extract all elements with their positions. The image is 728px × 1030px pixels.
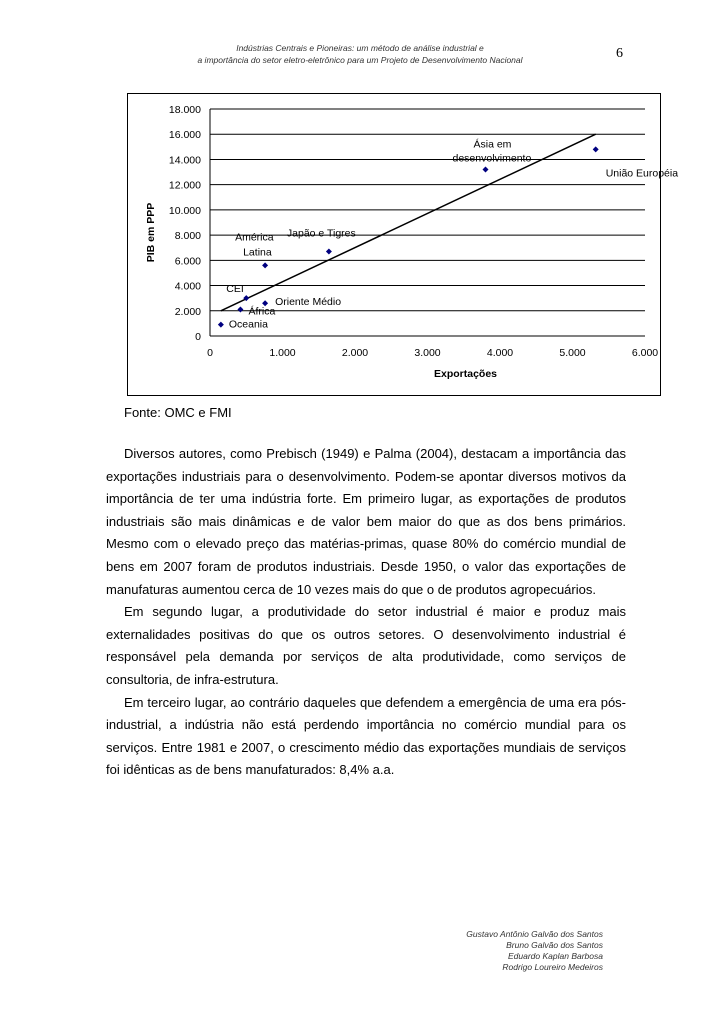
data-point bbox=[237, 307, 243, 313]
x-tick-label: 6.000 bbox=[631, 347, 659, 359]
page-number: 6 bbox=[616, 46, 623, 61]
y-tick-label: 10.000 bbox=[168, 204, 201, 217]
figure-source: Fonte: OMC e FMI bbox=[124, 405, 232, 420]
x-tick-label: 5.000 bbox=[559, 347, 586, 359]
data-label: Oceania bbox=[228, 318, 268, 331]
data-label: União Européia bbox=[605, 167, 679, 180]
paragraph-1: Diversos autores, como Prebisch (1949) e Palma (2004), destacam a importância das exportações industriais para o desenvolvimento. Podem-se apontar diversos motivos da importância de ter uma indústria forte. Em primeiro lugar, as exportações de produtos industriais são mais dinâmicas e de valor bem maior do que as dos bens primários. Mesmo com o elevado preço das matérias-primas, quase 80% do comércio mundial de bens em 2007 foram de produtos industriais. Desde 1950, o valor das exportações de manufaturas aumentou cerca de 10 vezes mais do que o de produtos agropecuários. bbox=[106, 446, 626, 597]
data-point bbox=[593, 146, 599, 152]
y-axis-title: PIB em PPP bbox=[145, 202, 157, 263]
y-tick-label: 6.000 bbox=[174, 255, 201, 268]
data-label: Oriente Médio bbox=[275, 296, 342, 309]
data-point bbox=[218, 322, 224, 328]
x-tick-label: 0 bbox=[207, 347, 213, 359]
author-name: Eduardo Kaplan Barbosa bbox=[508, 951, 603, 961]
x-tick-label: 4.000 bbox=[486, 347, 514, 359]
data-label: Japão e Tigres bbox=[286, 227, 356, 240]
author-name: Bruno Galvão dos Santos bbox=[506, 940, 603, 950]
chart-frame bbox=[127, 93, 679, 396]
y-tick-label: 16.000 bbox=[168, 129, 201, 142]
data-point bbox=[326, 249, 332, 255]
x-tick-label: 1.000 bbox=[269, 347, 296, 359]
data-point bbox=[483, 167, 489, 173]
y-tick-label: 0 bbox=[195, 331, 201, 343]
paragraph-3: Em terceiro lugar, ao contrário daqueles que defendem a emergência de uma era pós-industrial, a indústria não está perdendo importância no comércio mundial para os serviços. Entre 1981 e 2007, o crescimento médio das exportações mundiais de serviços foi idênticas as de bens manufaturados: 8,4% a.a. bbox=[106, 694, 626, 778]
data-label: Latina bbox=[243, 246, 272, 259]
header-line-1: Indústrias Centrais e Pioneiras: um método de análise industrial e bbox=[236, 43, 484, 53]
data-label: desenvolvimento bbox=[452, 152, 532, 165]
data-label: CEI bbox=[226, 283, 244, 296]
x-tick-label: 3.000 bbox=[414, 347, 441, 359]
y-tick-label: 18.000 bbox=[168, 104, 201, 116]
y-tick-label: 8.000 bbox=[174, 230, 201, 243]
body-text bbox=[106, 443, 626, 782]
data-point bbox=[262, 262, 268, 268]
running-header bbox=[150, 42, 570, 66]
data-label: Ásia em bbox=[473, 138, 512, 151]
authors-block bbox=[466, 929, 603, 973]
y-tick-label: 4.000 bbox=[174, 280, 201, 293]
x-axis-title: Exportações bbox=[433, 368, 498, 380]
data-label: África bbox=[248, 305, 276, 318]
scatter-chart bbox=[128, 94, 679, 395]
y-tick-label: 14.000 bbox=[168, 154, 201, 167]
y-tick-label: 12.000 bbox=[168, 179, 201, 192]
data-label: América bbox=[235, 231, 274, 244]
author-name: Gustavo Antônio Galvão dos Santos bbox=[466, 929, 603, 939]
y-tick-label: 2.000 bbox=[174, 305, 201, 318]
author-name: Rodrigo Loureiro Medeiros bbox=[502, 962, 603, 972]
header-line-2: a importância do setor eletro-eletrônico para um Projeto de Desenvolvimento Nacional bbox=[197, 55, 523, 65]
trend-line bbox=[221, 134, 596, 311]
x-tick-label: 2.000 bbox=[341, 347, 369, 359]
paragraph-2: Em segundo lugar, a produtividade do setor industrial é maior e produz mais externalidades positivas do que os outros setores. O desenvolvimento industrial é responsável pela demanda por serviços de alta produtividade, como serviços de consultoria, de infra-estrutura. bbox=[106, 604, 626, 687]
